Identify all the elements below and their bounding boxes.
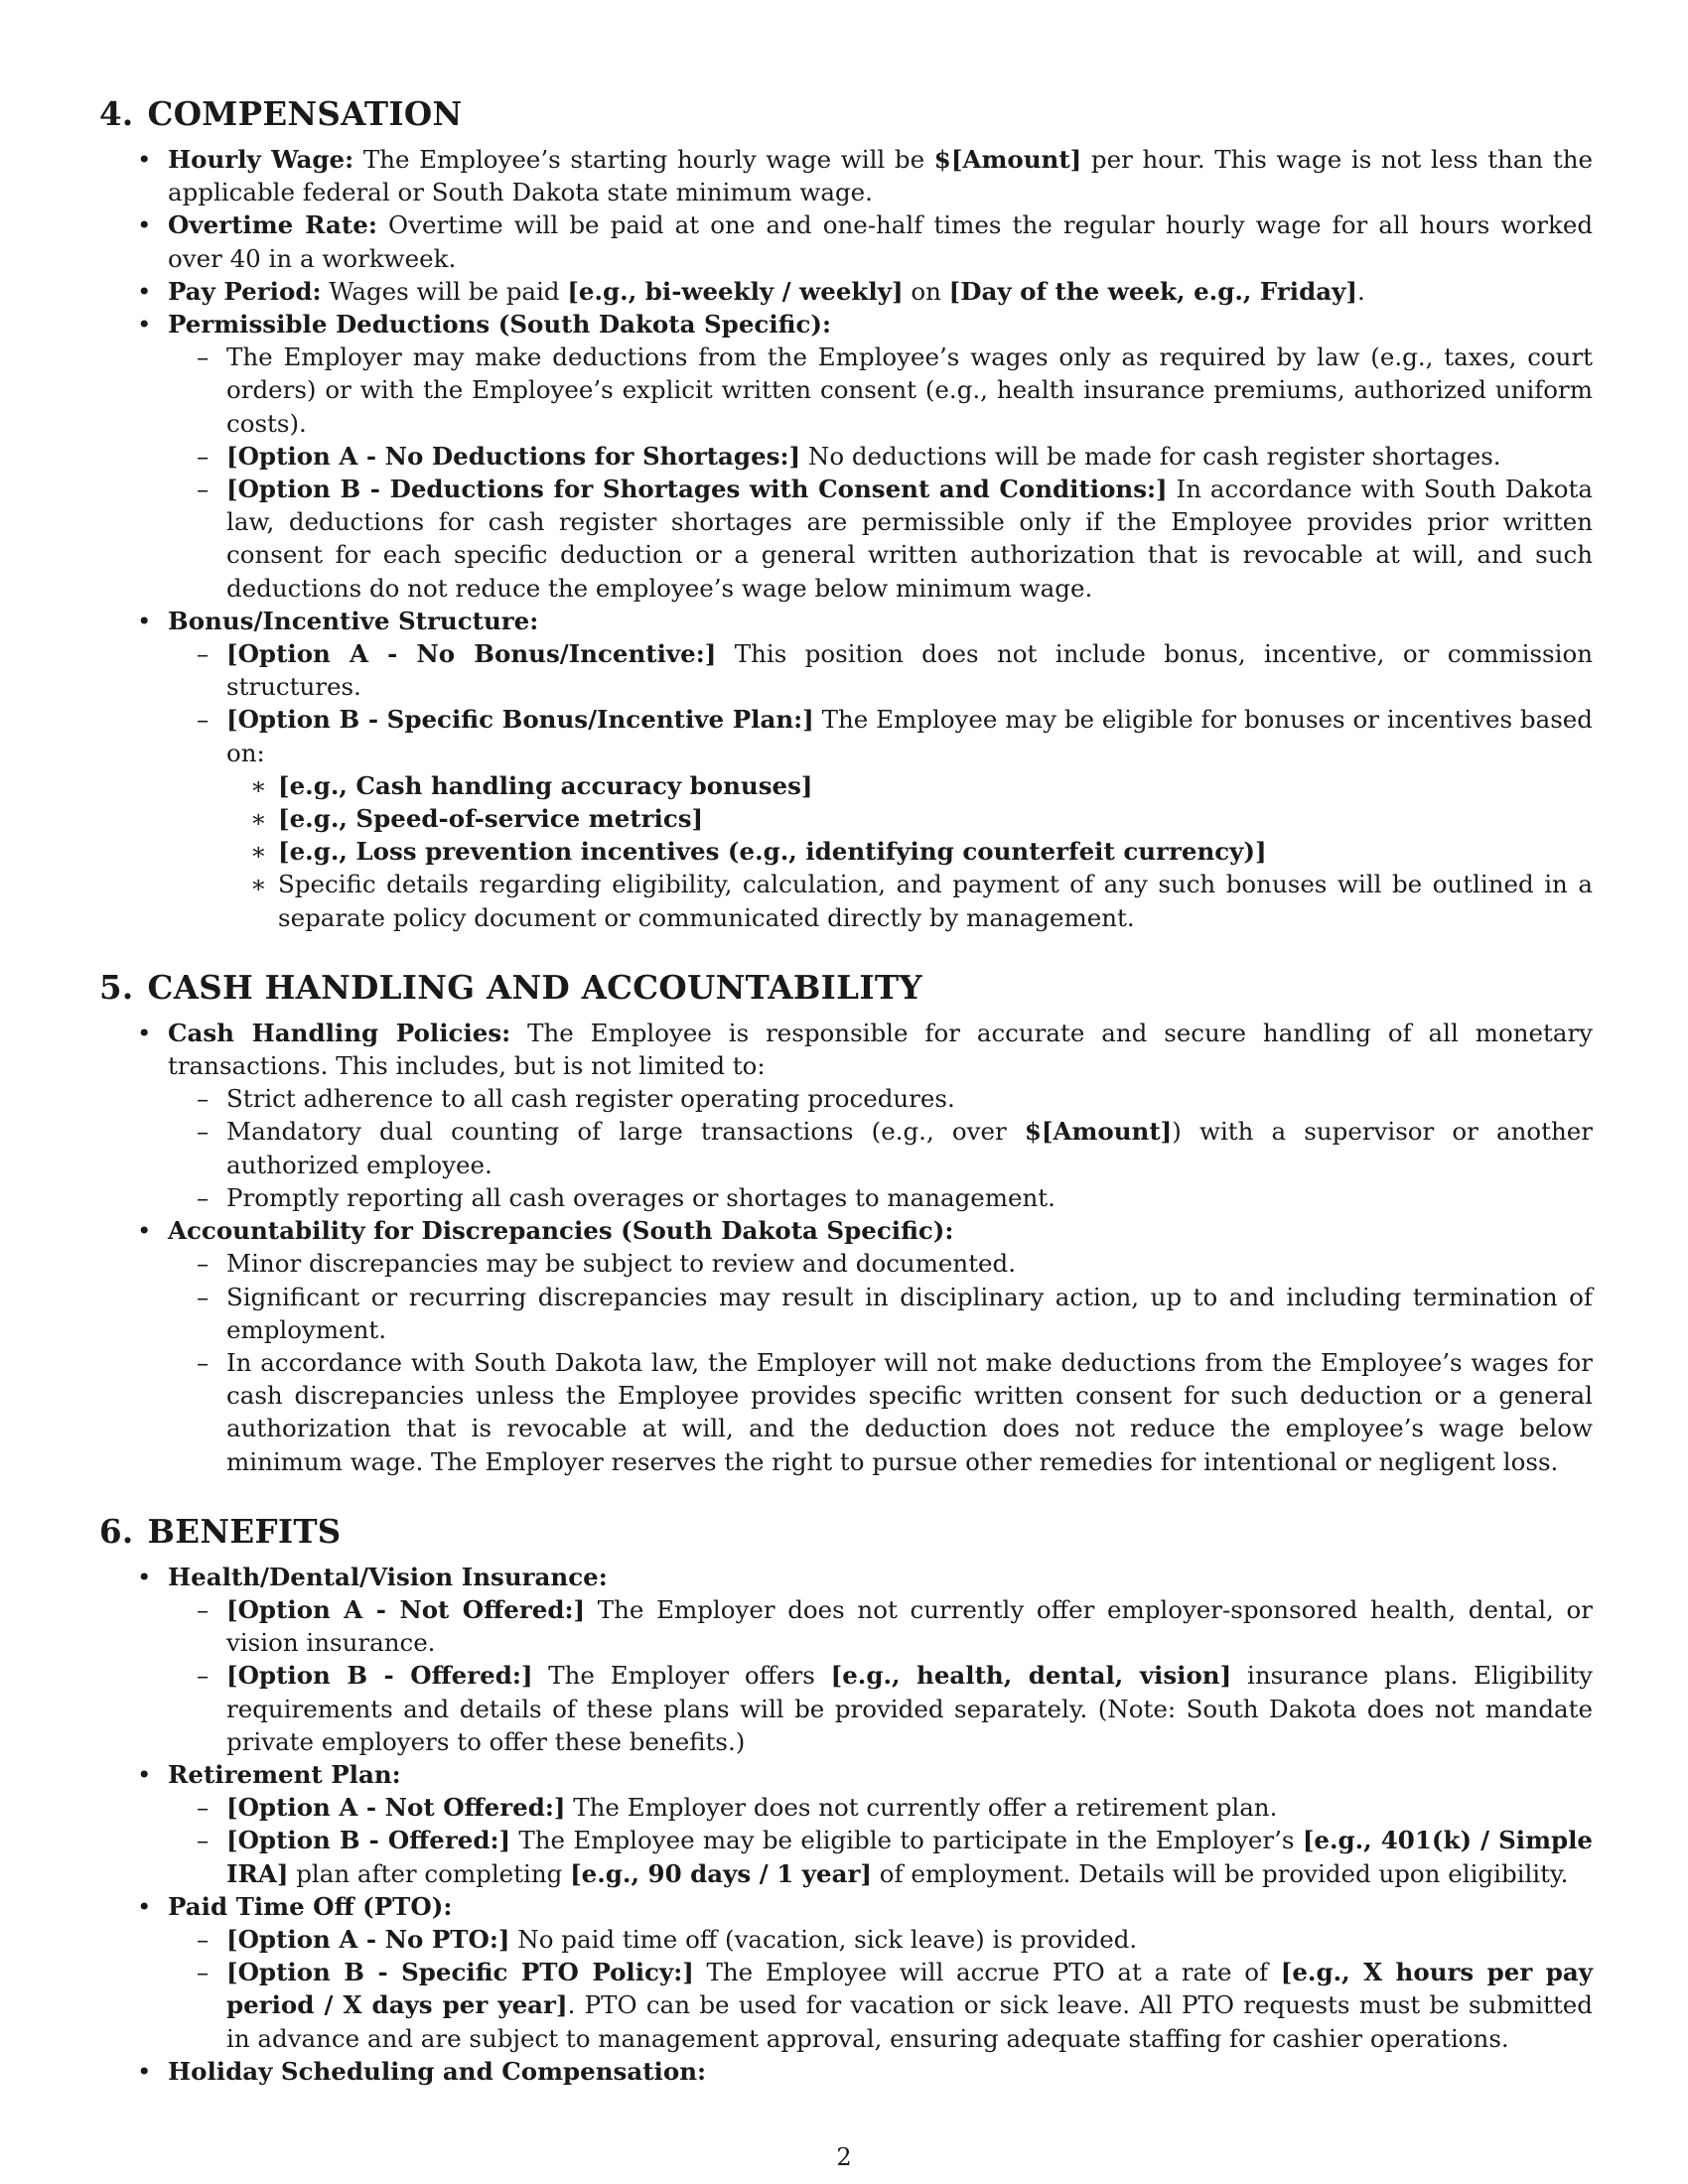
bullet-list	[99, 1017, 1593, 1478]
sub-item-option-b: – [Option B - Offered:] The Employer offers [e.g., health, dental, vision] insurance plans. Eligibility requirements and details of these plans will be provided separately. (Note: South Dakota does not mandate private employers to offer these benefits.)	[167, 1659, 1593, 1758]
bullet-list	[99, 1561, 1593, 2088]
sub-item-option-a: – [Option A - No PTO:] No paid time off (vacation, sick leave) is provided.	[167, 1923, 1593, 1956]
sub-item-option-a: – [Option A - No Bonus/Incentive:] This position does not include bonus, incentive, or commission structures.	[167, 637, 1593, 703]
sub-item: – Mandatory dual counting of large transactions (e.g., over $[Amount]) with a supervisor or another authorized employee.	[167, 1115, 1593, 1180]
section-benefits	[99, 1509, 1593, 2088]
sub-item: – The Employer may make deductions from the Employee’s wages only as required by law (e.g., taxes, court orders) or with the Employee’s explicit written consent (e.g., health insurance premiums, authorized uniform costs).	[167, 341, 1593, 440]
sub-item-option-b: – [Option B - Specific Bonus/Incentive Plan:] The Employee may be eligible for bonuses or incentives based on: ∗ [e.g., Cash handling accuracy bonuses] ∗ [e.g., Speed-of-service metrics] ∗ [e.g., Loss prevention incentives (e.g., identifying counterfeit currency)] ∗ Specific details regarding eligibility, calculation, and payment of any such bonuses will be outlined in a separate policy document or communicated directly by management.	[167, 703, 1593, 933]
section-heading: 5. CASH HANDLING AND ACCOUNTABILITY	[99, 967, 922, 1007]
sub-sub-item: ∗ [e.g., Cash handling accuracy bonuses]	[226, 769, 1593, 802]
list-item-deductions: • Permissible Deductions (South Dakota Specific): – The Employer may make deductions from the Employee’s wages only as required by law (e.g., taxes, court orders) or with the Employee’s explicit written consent (e.g., health insurance premiums, authorized uniform costs). – [Option A - No Deductions for Shortages:] No deductions will be made for cash register shortages. – [Option B - Deductions for Shortages with Consent and Conditions:] In accordance with South Dakota law, deductions for cash register shortages are permissible only if the Employee provides prior written consent for each specific deduction or a general written authorization that is revocable at will, and such deductions do not reduce the employee’s wage below minimum wage.	[99, 308, 1593, 605]
sub-item-option-b: – [Option B - Specific PTO Policy:] The Employee will accrue PTO at a rate of [e.g., X hours per pay period / X days per year]. PTO can be used for vacation or sick leave. All PTO requests must be submitted in advance and are subject to management approval, ensuring adequate staffing for cashier operations.	[167, 1956, 1593, 2055]
sub-sub-item: ∗ Specific details regarding eligibility, calculation, and payment of any such bonuses will be outlined in a separate policy document or communicated directly by management.	[226, 868, 1593, 933]
list-item-cash-policies: • Cash Handling Policies: The Employee is responsible for accurate and secure handling of all monetary transactions. This includes, but is not limited to: – Strict adherence to all cash register operating procedures. – Mandatory dual counting of large transactions (e.g., over $[Amount]) with a supervisor or another authorized employee. – Promptly reporting all cash overages or shortages to management.	[99, 1017, 1593, 1214]
sub-item: – Minor discrepancies may be subject to review and documented.	[167, 1247, 1593, 1280]
sub-item-option-a: – [Option A - Not Offered:] The Employer does not currently offer a retirement plan.	[167, 1791, 1593, 1824]
sub-item-option-a: – [Option A - No Deductions for Shortages:] No deductions will be made for cash register shortages.	[167, 440, 1593, 473]
sub-list	[167, 637, 1593, 934]
sub-list	[167, 341, 1593, 605]
list-item-hourly-wage: • Hourly Wage: The Employee’s starting hourly wage will be $[Amount] per hour. This wage is not less than the applicable federal or South Dakota state minimum wage.	[99, 143, 1593, 208]
sub-item-option-a: – [Option A - Not Offered:] The Employer does not currently offer employer-sponsored health, dental, or vision insurance.	[167, 1593, 1593, 1659]
list-item-bonus: • Bonus/Incentive Structure: – [Option A - No Bonus/Incentive:] This position does not include bonus, incentive, or commission structures. – [Option B - Specific Bonus/Incentive Plan:] The Employee may be eligible for bonuses or incentives based on: ∗ [e.g., Cash handling accuracy bonuses] ∗ [e.g., Speed-of-service metrics] ∗ [e.g., Loss prevention incentives (e.g., identifying counterfeit currency)] ∗ Specific details regarding eligibility, calculation, and payment of any such bonuses will be outlined in a separate policy document or communicated directly by management.	[99, 605, 1593, 934]
document-page	[99, 91, 1593, 2088]
list-item-pto: • Paid Time Off (PTO): – [Option A - No PTO:] No paid time off (vacation, sick leave) is provided. – [Option B - Specific PTO Policy:] The Employee will accrue PTO at a rate of [e.g., X hours per pay period / X days per year]. PTO can be used for vacation or sick leave. All PTO requests must be submitted in advance and are subject to management approval, ensuring adequate staffing for cashier operations.	[99, 1890, 1593, 2055]
sub-item-option-b: – [Option B - Deductions for Shortages with Consent and Conditions:] In accordance with South Dakota law, deductions for cash register shortages are permissible only if the Employee provides prior written consent for each specific deduction or a general written authorization that is revocable at will, and such deductions do not reduce the employee’s wage below minimum wage.	[167, 473, 1593, 605]
list-item-pay-period: • Pay Period: Wages will be paid [e.g., bi-weekly / weekly] on [Day of the week, e.g., Friday].	[99, 275, 1593, 308]
sub-list	[167, 1791, 1593, 1890]
list-item-accountability: • Accountability for Discrepancies (South Dakota Specific): – Minor discrepancies may be subject to review and documented. – Significant or recurring discrepancies may result in disciplinary action, up to and including termination of employment. – In accordance with South Dakota law, the Employer will not make deductions from the Employee’s wages for cash discrepancies unless the Employee provides specific written consent for such deduction or a general authorization that is revocable at will, and the deduction does not reduce the employee’s wage below minimum wage. The Employer reserves the right to pursue other remedies for intentional or negligent loss.	[99, 1214, 1593, 1478]
list-item-overtime-rate: • Overtime Rate: Overtime will be paid at one and one-half times the regular hourly wage for all hours worked over 40 in a workweek.	[99, 208, 1593, 274]
section-cash-handling	[99, 965, 1593, 1478]
sub-item-option-b: – [Option B - Offered:] The Employee may be eligible to participate in the Employer’s [e.g., 401(k) / Simple IRA] plan after completing [e.g., 90 days / 1 year] of employment. Details will be provided upon eligibility.	[167, 1824, 1593, 1889]
sub-item: – In accordance with South Dakota law, the Employer will not make deductions from the Employee’s wages for cash discrepancies unless the Employee provides specific written consent for such deduction or a general authorization that is revocable at will, and the deduction does not reduce the employee’s wage below minimum wage. The Employer reserves the right to pursue other remedies for intentional or negligent loss.	[167, 1346, 1593, 1478]
sub-list	[167, 1593, 1593, 1758]
sub-item: – Significant or recurring discrepancies may result in disciplinary action, up to and including termination of employment.	[167, 1281, 1593, 1346]
sub-sub-item: ∗ [e.g., Loss prevention incentives (e.g., identifying counterfeit currency)]	[226, 835, 1593, 868]
bullet-list	[99, 143, 1593, 934]
sub-item: – Strict adherence to all cash register operating procedures.	[167, 1082, 1593, 1115]
section-heading: 6. BENEFITS	[99, 1511, 342, 1551]
page-number: 2	[836, 2143, 852, 2171]
sub-list	[167, 1923, 1593, 2055]
list-item-insurance: • Health/Dental/Vision Insurance: – [Option A - Not Offered:] The Employer does not currently offer employer-sponsored health, dental, or vision insurance. – [Option B - Offered:] The Employer offers [e.g., health, dental, vision] insurance plans. Eligibility requirements and details of these plans will be provided separately. (Note: South Dakota does not mandate private employers to offer these benefits.)	[99, 1561, 1593, 1758]
sub-item: – Promptly reporting all cash overages or shortages to management.	[167, 1181, 1593, 1214]
sub-sub-item: ∗ [e.g., Speed-of-service metrics]	[226, 802, 1593, 835]
list-item-retirement: • Retirement Plan: – [Option A - Not Offered:] The Employer does not currently offer a retirement plan. – [Option B - Offered:] The Employee may be eligible to participate in the Employer’s [e.g., 401(k) / Simple IRA] plan after completing [e.g., 90 days / 1 year] of employment. Details will be provided upon eligibility.	[99, 1758, 1593, 1890]
section-heading: 4. COMPENSATION	[99, 94, 463, 133]
sub-list	[167, 1082, 1593, 1214]
sub-sub-list	[226, 769, 1593, 934]
sub-list	[167, 1247, 1593, 1477]
list-item-holiday: • Holiday Scheduling and Compensation:	[99, 2055, 1593, 2088]
section-compensation	[99, 91, 1593, 934]
